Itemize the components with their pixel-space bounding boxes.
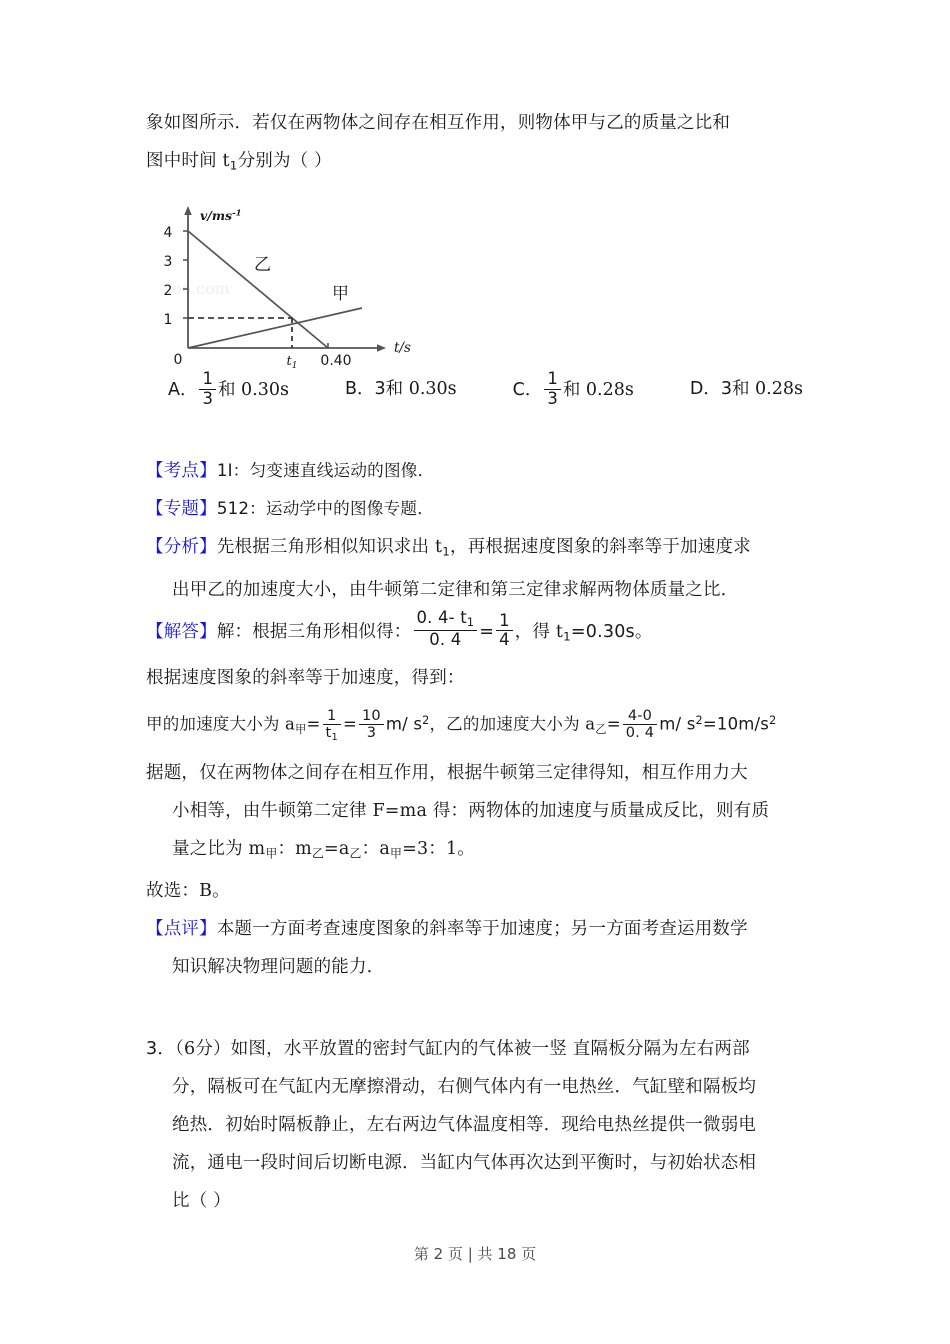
question2-stem-line2 (146, 142, 818, 184)
accel-fraction-2-denominator: 3 (359, 724, 384, 741)
y-axis-label: $v/ms^{-1}$ (200, 208, 242, 224)
x-axis-arrow (377, 345, 386, 353)
y-tick-label-4: 4 (163, 225, 173, 242)
option-b-value: 3 (374, 379, 386, 400)
question3-line3: 绝热．初始时隔板静止，左右两边气体温度相等．现给电热丝提供一微弱电 (172, 1114, 757, 1135)
question3-line4: 流，通电一段时间后切断电源．当缸内气体再次达到平衡时，与初始状态相 (172, 1152, 757, 1173)
option-a-fraction (199, 370, 215, 408)
jieda-fraction-left-numerator (414, 609, 478, 630)
option-d-label: D． (689, 379, 721, 400)
accel-p4-subscript: 乙 (595, 722, 607, 736)
jieda-fraction-left (414, 609, 478, 649)
accel-p3-superscript: 2 (422, 713, 430, 727)
y-tick-label-3: 3 (163, 254, 173, 271)
jieda-fraction-right-numerator: 1 (499, 610, 510, 630)
question3-line2: 分，隔板可在气缸内无摩擦滑动，右侧气体内有一电热丝．气缸壁和隔板均 (172, 1076, 757, 1097)
option-b-text: 和 0.30s (385, 379, 457, 400)
jieda-tail-a: ，得 t (514, 621, 564, 642)
fenxi-line1-a: 先根据三角形相似知识求出 t (216, 537, 443, 558)
option-c-numerator: 1 (547, 369, 558, 389)
kaodian-line (146, 452, 818, 490)
jieda-num-text: 0. 4- t (416, 608, 467, 628)
option-c[interactable] (513, 370, 634, 408)
jieda-equals: = (479, 621, 495, 642)
x-tick-label-t1: $t_1$ (286, 354, 298, 371)
curve-jia (188, 308, 362, 348)
option-b[interactable] (345, 374, 457, 404)
dianping-tag: 【点评】 (146, 918, 217, 939)
option-a-denominator: 3 (199, 389, 215, 408)
newton-line2: 小相等，由牛顿第二定律 F=ma 得：两物体的加速度与质量成反比，则有质 (172, 800, 770, 821)
zhuanti-tag: 【专题】 (146, 499, 217, 520)
jieda-tail-subscript: 1 (563, 628, 571, 643)
question3-line1 (146, 1030, 818, 1068)
accel-p1-equals: = (306, 714, 321, 734)
fenxi-line1-subscript: 1 (442, 544, 450, 559)
newton-line3-e: =3：1。 (402, 838, 476, 859)
newton-sub-1: 甲 (265, 845, 278, 860)
newton-sub-3: 乙 (349, 845, 362, 860)
accel-p6: =10m/s (702, 714, 770, 734)
jieda-fraction-right (496, 612, 513, 650)
curve-label-jia: 甲 (332, 284, 349, 305)
x-tick-label-040: 0.40 (320, 353, 352, 370)
accel-p4: ，乙的加速度大小为 a (429, 714, 596, 734)
accel-p4-equals: = (606, 714, 621, 734)
y-axis-arrow (184, 206, 192, 215)
accel-fraction-2 (359, 708, 384, 742)
accel-p2-equals: = (342, 714, 357, 734)
fenxi-line1-b: ，再根据速度图象的斜率等于加速度求 (449, 537, 751, 558)
acceleration-formula-line (146, 697, 818, 754)
jieda-lead: 解：根据三角形相似得： (216, 621, 412, 642)
newton-line3-b: ：m (277, 838, 312, 859)
accel-fraction-1-denominator (323, 724, 341, 743)
y-axis-label-exponent: -1 (232, 208, 242, 219)
zhuanti-line (146, 490, 818, 528)
jieda-fraction-left-denominator: 0. 4 (414, 630, 478, 649)
y-tick-label-2: 2 (163, 283, 173, 300)
jieda-tail-b: =0.30s。 (570, 621, 653, 642)
zhuanti-text: 512：运动学中的图像专题． (216, 499, 435, 519)
accel-fraction-3 (623, 708, 658, 742)
option-a-label: A． (168, 380, 198, 401)
newton-sub-4: 甲 (389, 845, 403, 860)
spacer (146, 408, 818, 452)
newton-line3 (146, 830, 818, 872)
dianping-line1 (146, 910, 818, 948)
accel-f1-den-text: t (325, 724, 332, 741)
fenxi-line1 (146, 528, 818, 570)
question2-options-row (146, 370, 818, 408)
newton-line3-a: 量之比为 m (172, 838, 266, 859)
option-a[interactable] (168, 370, 289, 408)
accel-p3: m/ s (385, 714, 423, 734)
accel-fraction-1-numerator: 1 (327, 707, 337, 724)
accel-fraction-2-numerator: 10 (361, 707, 381, 724)
newton-line1: 据题，仅在两物体之间存在相互作用，根据牛顿第三定律得知，相互作用力大 (146, 762, 748, 783)
option-d[interactable] (690, 374, 803, 404)
stem-line2-text-b: 分别为（ ） (237, 151, 332, 171)
option-c-denominator: 3 (544, 389, 560, 408)
accel-p1: 甲的加速度大小为 a (146, 714, 296, 734)
jieda-line (146, 609, 818, 659)
curve-label-yi: 乙 (254, 255, 271, 276)
accel-p5-superscript: 2 (695, 713, 703, 727)
kaodian-text: 1I：匀变速直线运动的图像． (216, 461, 435, 481)
velocity-time-graph-svg (150, 198, 440, 370)
option-c-fraction (544, 370, 560, 408)
final-choice-line: 故选：B。 (146, 880, 230, 901)
page-content (146, 104, 818, 1220)
newton-sub-2: 乙 (311, 845, 325, 860)
option-c-label: C． (512, 380, 543, 401)
jieda-num-subscript: 1 (466, 616, 475, 630)
accel-p6-superscript: 2 (769, 713, 777, 727)
watermark-text: oo.com (172, 279, 230, 299)
stem-line2-subscript: 1 (229, 158, 238, 173)
question3-score: （6分） (175, 1038, 231, 1059)
accel-fraction-3-denominator: 0. 4 (623, 724, 658, 741)
x-tick-label-t1-sub: 1 (291, 361, 298, 371)
question3-line5: 比（ ） (172, 1190, 231, 1211)
spacer (146, 986, 818, 1030)
accel-p1-subscript: 甲 (295, 722, 307, 736)
newton-line3-d: ：a (361, 838, 390, 859)
accel-fraction-3-numerator: 4-0 (627, 707, 653, 724)
dianping-line2: 知识解决物理问题的能力． (172, 956, 385, 977)
y-tick-label-1: 1 (163, 312, 173, 329)
jieda-fraction-right-denominator: 4 (496, 630, 513, 649)
accel-fraction-1 (323, 708, 341, 743)
question2-stem-line1: 象如图所示．若仅在两物体之间存在相互作用，则物体甲与乙的质量之比和 (146, 113, 731, 133)
accel-f1-den-subscript: 1 (331, 731, 338, 743)
fenxi-tag: 【分析】 (146, 537, 217, 558)
x-axis-label: t/s (394, 340, 411, 357)
question3-number: 3． (146, 1038, 176, 1059)
option-a-numerator: 1 (202, 369, 213, 389)
dianping-line1-text: 本题一方面考查速度图象的斜率等于加速度；另一方面考查运用数学 (216, 918, 748, 939)
option-d-text: 和 0.28s (731, 379, 803, 400)
slope-intro-line: 根据速度图象的斜率等于加速度，得到： (146, 667, 465, 688)
accel-p5: m/ s (659, 714, 696, 734)
newton-line3-c: =a (324, 838, 350, 859)
page-footer: 第 2 页 | 共 18 页 (413, 1245, 537, 1263)
option-b-label: B． (344, 379, 375, 400)
origin-label: 0 (173, 352, 183, 369)
kaodian-tag: 【考点】 (146, 461, 217, 482)
spacer (146, 184, 818, 198)
option-d-value: 3 (720, 379, 732, 400)
fenxi-line2: 出甲乙的加速度大小，由牛顿第二定律和第三定律求解两物体质量之比． (172, 579, 739, 600)
jieda-tag: 【解答】 (146, 621, 217, 642)
option-c-text: 和 0.28s (562, 380, 634, 401)
velocity-time-graph-figure (150, 198, 440, 370)
stem-line2-text-a: 图中时间 t (146, 151, 230, 171)
option-a-text: 和 0.30s (217, 380, 289, 401)
question3-line1-text: 如图，水平放置的密封气缸内的气体被一竖 直隔板分隔为左右两部 (230, 1038, 750, 1059)
